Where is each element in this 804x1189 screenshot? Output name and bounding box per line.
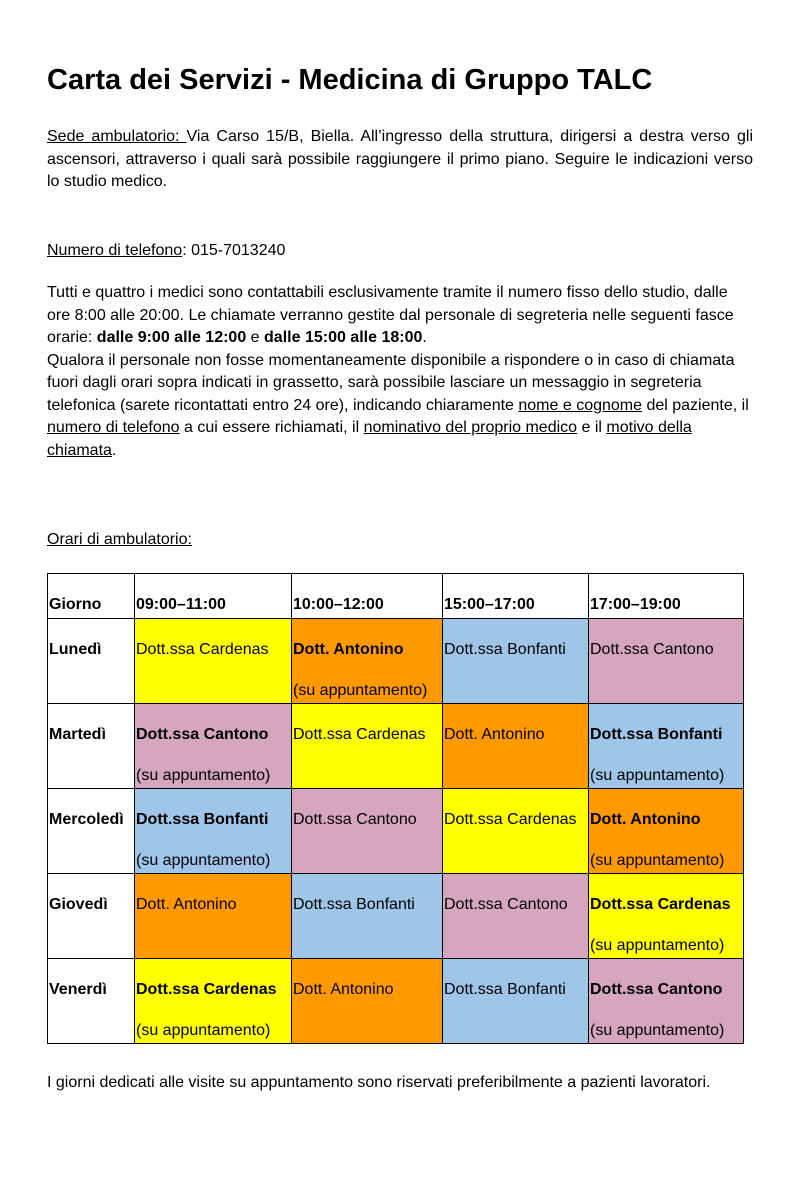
schedule-cell <box>135 619 292 704</box>
doctor-name: Dott.ssa Bonfanti <box>136 811 269 828</box>
doctor-name: Dott. Antonino <box>444 726 545 743</box>
schedule-table <box>47 573 744 1044</box>
day-label: Giovedì <box>49 896 108 913</box>
calls-p1-text: Tutti e quattro i medici sono contattabili esclusivamente tramite il numero fisso dello studio, dalle ore 8:00 alle 20:00. Le chiamate verranno gestite dal personale di segreteria nelle seguenti fasce orarie: <box>47 284 734 346</box>
schedule-heading: Orari di ambulatorio: <box>47 531 192 548</box>
doctor-name: Dott.ssa Cardenas <box>136 641 269 658</box>
day-label: Martedì <box>49 726 106 743</box>
sede-label: Sede ambulatorio: <box>47 128 187 145</box>
table-row <box>48 619 744 704</box>
doctor-name: Dott.ssa Cantono <box>293 811 417 828</box>
table-row <box>48 874 744 959</box>
appointment-note: (su appuntamento) <box>293 682 428 699</box>
schedule-cell <box>135 789 292 874</box>
header-label: Giorno <box>49 596 102 613</box>
day-label: Venerdì <box>49 981 107 998</box>
calls-p2-text-3: a cui essere richiamati, il <box>179 419 364 436</box>
appointment-note: (su appuntamento) <box>136 852 271 869</box>
appointment-note: (su appuntamento) <box>590 937 725 954</box>
header-label: 09:00–11:00 <box>136 596 226 613</box>
calls-p2-name: nome e cognome <box>518 396 643 414</box>
schedule-header-row <box>48 574 744 619</box>
doctor-name: Dott.ssa Cantono <box>590 981 723 998</box>
calls-p2-text: Qualora il personale non fosse momentaneamente disponibile a rispondere o in caso di chiamata fuori dagli orari sopra indicati in grassetto, sarà possibile lasciare un messaggio in segreteria telefonica (sarete ricontattati entro 24 ore), indicando chiaramente <box>47 351 735 414</box>
calls-p2-phone: numero di telefono <box>47 419 180 436</box>
sede-paragraph <box>47 126 753 194</box>
calls-p2-text-4: e il <box>577 419 607 436</box>
header-day <box>48 574 135 619</box>
phone-paragraph <box>47 240 753 263</box>
table-row <box>48 789 744 874</box>
doctor-name: Dott.ssa Bonfanti <box>293 896 415 913</box>
calls-p2-doctor: nominativo del proprio medico <box>363 419 578 436</box>
calls-p1-and: e <box>246 329 265 346</box>
header-timeslot <box>589 574 744 619</box>
calls-section <box>47 282 753 462</box>
schedule-cell <box>589 619 744 704</box>
phone-number: : 015-7013240 <box>182 242 286 259</box>
schedule-cell <box>443 959 589 1044</box>
day-cell <box>48 874 135 959</box>
doctor-name: Dott.ssa Cardenas <box>590 896 731 913</box>
doctor-name: Dott.ssa Cardenas <box>293 726 426 743</box>
header-timeslot <box>443 574 589 619</box>
schedule-cell <box>589 789 744 874</box>
calls-p1-hours-morning: dalle 9:00 alle 12:00 <box>96 329 247 346</box>
schedule-cell <box>135 874 292 959</box>
header-timeslot <box>292 574 443 619</box>
appointment-note: (su appuntamento) <box>136 1022 271 1039</box>
schedule-cell <box>135 959 292 1044</box>
calls-p2-reason: motivo della chiamata <box>47 419 692 459</box>
day-cell <box>48 959 135 1044</box>
doctor-name: Dott.ssa Cantono <box>444 896 568 913</box>
calls-p1-end: . <box>422 329 427 346</box>
doctor-name: Dott.ssa Bonfanti <box>590 726 723 743</box>
doctor-name: Dott.ssa Cantono <box>136 726 269 743</box>
header-label: 15:00–17:00 <box>444 596 535 613</box>
header-label: 10:00–12:00 <box>293 596 384 613</box>
page-title: Carta dei Servizi - Medicina di Gruppo TALC <box>47 64 653 96</box>
day-cell <box>48 619 135 704</box>
header-timeslot <box>135 574 292 619</box>
appointment-note: (su appuntamento) <box>590 852 725 869</box>
schedule-cell <box>292 874 443 959</box>
doctor-name: Dott.ssa Bonfanti <box>444 981 566 998</box>
calls-p2-text-2: del paziente, il <box>642 396 749 414</box>
schedule-cell <box>443 619 589 704</box>
appointment-note: (su appuntamento) <box>136 767 271 784</box>
sede-text: Via Carso 15/B, Biella. All’ingresso della struttura, dirigersi a destra verso gli ascensori, attraverso i quali sarà possibile raggiungere il primo piano. Seguire le indicazioni verso lo studio medico. <box>47 128 753 190</box>
schedule-cell <box>589 874 744 959</box>
schedule-cell <box>589 704 744 789</box>
schedule-cell <box>135 704 292 789</box>
appointment-note: (su appuntamento) <box>590 1022 725 1039</box>
schedule-cell <box>443 704 589 789</box>
doctor-name: Dott.ssa Bonfanti <box>444 641 566 658</box>
day-label: Mercoledì <box>49 811 124 828</box>
table-row <box>48 959 744 1044</box>
doctor-name: Dott. Antonino <box>590 811 701 828</box>
doctor-name: Dott. Antonino <box>136 896 237 913</box>
doctor-name: Dott.ssa Cardenas <box>444 811 577 828</box>
doctor-name: Dott. Antonino <box>293 641 404 658</box>
calls-paragraph-1 <box>47 282 753 350</box>
schedule-cell <box>443 874 589 959</box>
schedule-cell <box>292 619 443 704</box>
header-label: 17:00–19:00 <box>590 596 681 613</box>
doctor-name: Dott. Antonino <box>293 981 394 998</box>
footer-note: I giorni dedicati alle visite su appuntamento sono riservati preferibilmente a pazienti lavoratori. <box>47 1074 711 1091</box>
doctor-name: Dott.ssa Cantono <box>590 641 714 658</box>
schedule-cell <box>443 789 589 874</box>
day-cell <box>48 704 135 789</box>
calls-paragraph-2 <box>47 350 753 463</box>
calls-p1-hours-afternoon: dalle 15:00 alle 18:00 <box>264 329 423 346</box>
day-cell <box>48 789 135 874</box>
day-label: Lunedì <box>49 641 102 658</box>
schedule-cell <box>292 789 443 874</box>
phone-label: Numero di telefono <box>47 242 183 259</box>
table-row <box>48 704 744 789</box>
calls-p2-end: . <box>111 441 117 459</box>
schedule-cell <box>589 959 744 1044</box>
doctor-name: Dott.ssa Cardenas <box>136 981 277 998</box>
schedule-cell <box>292 959 443 1044</box>
appointment-note: (su appuntamento) <box>590 767 725 784</box>
schedule-cell <box>292 704 443 789</box>
